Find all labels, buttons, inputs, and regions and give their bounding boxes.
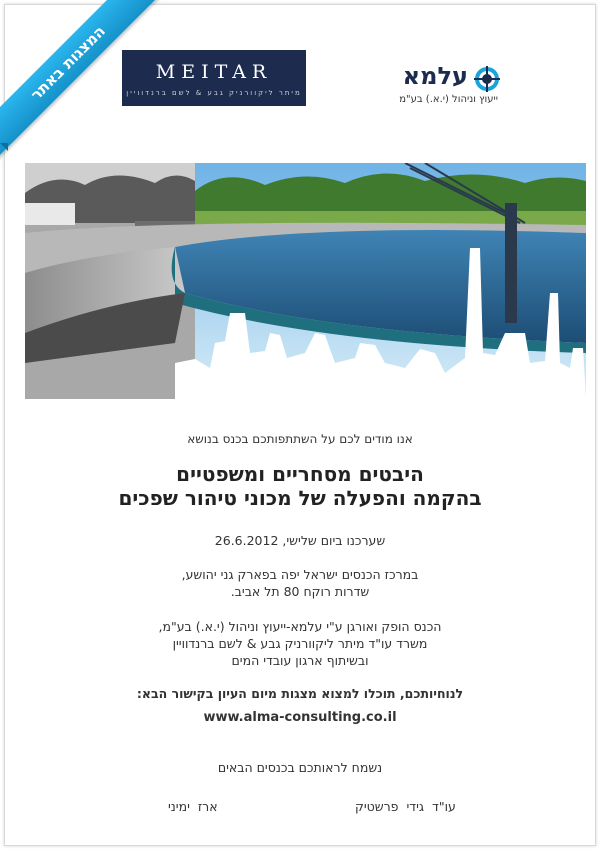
alma-logo [378,60,508,110]
meitar-logo-subtitle: מיתר ליקוורניק גבע & לשם ברנדוויין [126,89,302,97]
meitar-logo [122,50,306,106]
event-title-line-2: בהקמה והפעלה של מכוני טיהור שפכים [118,486,482,510]
meitar-logo-name: MEITAR [155,61,273,83]
signer-erez-yemini: ארז ימיני [168,799,218,814]
signer-gidi-prashtik: עו"ד גידי פרשטיק [355,799,456,814]
event-date: שערכנו ביום שלישי, 26.6.2012 [214,533,386,548]
closing-text: נשמח לראותכם בכנסים הבאים [217,760,383,775]
event-title-line-1: היבטים מסחריים ומשפטיים [176,462,424,486]
event-organizers [60,618,540,669]
ribbon-fold [0,143,8,151]
presentations-note: לנוחיותכם, תוכלו למצוא מצגות מיום העיון בקישור הבא: [136,686,464,701]
water-treatment-plant-image [25,163,586,399]
organizer-line-1: הכנס הופק ואורגן ע"י עלמא-ייעוץ וניהול (י.א.) בע"מ, [158,619,442,634]
alma-target-icon [474,66,500,92]
organizer-line-2: משרד עו"ד מיתר ליקוורניק גבע & לשם ברנדוויין [172,636,428,651]
alma-logo-subtitle: ייעוץ וניהול (י.א.) בע"מ [399,94,498,105]
website-link[interactable]: www.alma-consulting.co.il [203,710,397,725]
alma-logo-name: עלמא [402,62,468,90]
event-title [30,462,570,510]
intro-text: אנו מודים לכם על השתתפותכם בכנס בנושא [187,432,413,446]
venue-line-1: במרכז הכנסים ישראל יפה בפארק גני יהושע, [181,567,419,582]
event-venue [60,566,540,600]
organizer-line-3: ובשיתוף ארגון עובדי המים [231,653,369,668]
venue-line-2: שדרות רוקח 80 תל אביב. [230,584,370,599]
presentations-ribbon[interactable]: המצגות באתר [0,0,165,160]
